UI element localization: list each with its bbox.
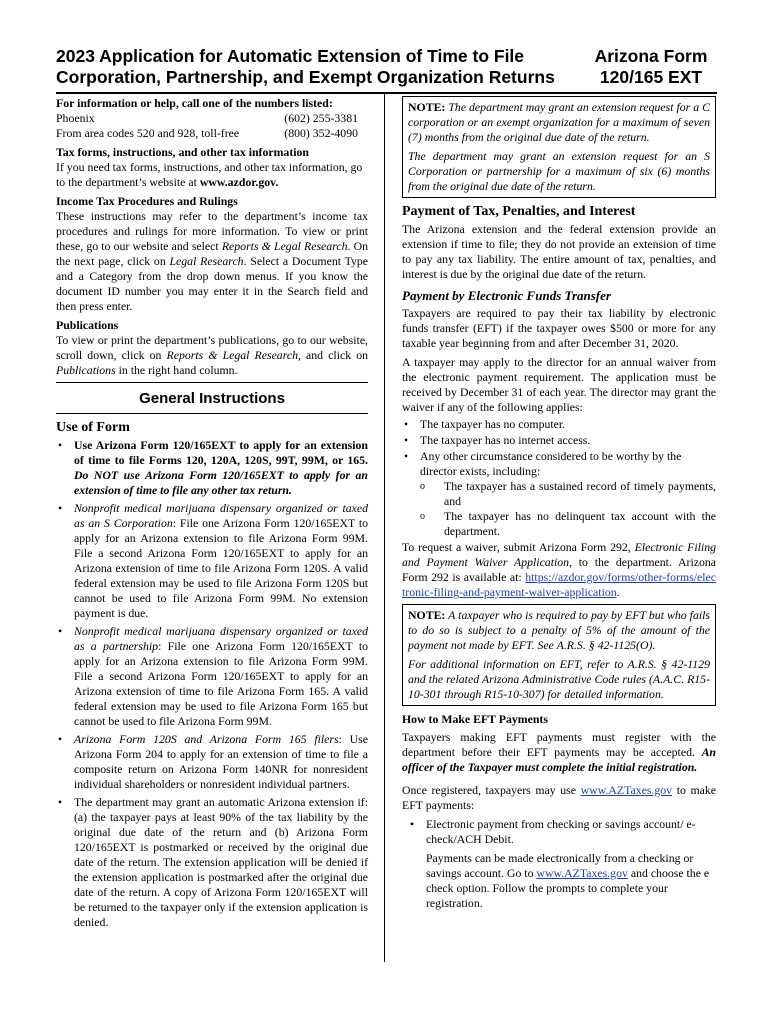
- use-of-form-heading: Use of Form: [56, 420, 130, 435]
- payment-text: The Arizona extension and the federal extension provide an extension if time to file; they do not provide an extension of time to pay any tax liability. The entire amount of tax, penalties, and interest is due by the original due date of the return.: [402, 222, 716, 281]
- aztaxes-link[interactable]: www.AZTaxes.gov: [536, 866, 628, 880]
- page-header: [56, 46, 716, 90]
- info-heading: For information or help, call one of the numbers listed:: [56, 96, 333, 110]
- info-section: [56, 96, 368, 383]
- header-rule: [56, 92, 717, 94]
- forms-text: If you need tax forms, instructions, and other tax information, go to the department’s website at www.azdor.gov.: [56, 160, 363, 189]
- how-to-paragraph-1: Taxpayers making EFT payments must register with the department before their EFT payments may be accepted. An officer of the Taxpayer must complete the initial registration.: [402, 730, 716, 774]
- how-to-heading: How to Make EFT Payments: [402, 712, 548, 726]
- note-text: The department may grant an extension request for an S Corporation or partnership for a maximum of six (6) months from the original due date of the return.: [408, 149, 710, 193]
- list-item: • Nonprofit medical marijuana dispensary organized or taxed as an S Corporation: File one Arizona Form 120/165EXT to apply for an Arizona extension to file Arizona Form 99M. File a second Arizona Form 120/165EXT to apply for an Arizona extension of time to file Arizona Form 120S. A valid federal extension may be used to file Arizona Form 120S but cannot be used to file Arizona Form 99M. No extension payment is due.: [56, 501, 368, 621]
- waiver-text: To request a waiver, submit Arizona Form 292, Electronic Filing and Payment Waiver Application, to the department. Arizona Form 292 is available at: https://azdor.gov/forms/other-forms/electronic-filing-and-payment-waiver-application.: [402, 540, 717, 599]
- sub-list: [420, 479, 716, 539]
- list-item: • Electronic payment from checking or savings account/ e-check/ACH Debit. Payments can be made electronically from a checking or savings account. Go to www.AZTaxes.gov and choose the e check option. Follow the prompts to complete your registration.: [408, 817, 716, 911]
- eft-paragraph-1: Taxpayers are required to pay their tax liability by electronic funds transfer (EFT) if the taxpayer owes $500 or more for any taxable year beginning from and after December 31, 2020.: [402, 306, 716, 350]
- note-label: NOTE:: [408, 100, 446, 114]
- phone-label: From area codes 520 and 928, toll-free: [56, 126, 240, 140]
- list-item: • Nonprofit medical marijuana dispensary organized or taxed as a partnership: File one Arizona Form 120/165EXT to apply for an Arizona extension to file Arizona Form 99M. File a second Arizona Form 120/165EXT to apply for an Arizona extension of time to file Arizona Form 165. A valid federal extension may be used to file Arizona Form 165 but cannot be used to file Arizona Form 99M.: [56, 624, 368, 729]
- general-instructions-heading: General Instructions: [56, 383, 368, 414]
- eft-paragraph-2: A taxpayer may apply to the director for an annual waiver from the electronic payment requirement. The application must be received by December 31 of each year. The director may grant the waiver if any of the following applies:: [402, 355, 716, 414]
- forms-heading: Tax forms, instructions, and other tax information: [56, 145, 309, 159]
- waiver-conditions-list: [402, 417, 716, 539]
- eft-heading: Payment by Electronic Funds Transfer: [402, 288, 611, 303]
- phone-label: Phoenix: [56, 111, 95, 125]
- note-box-eft-penalty: NOTE: A taxpayer who is required to pay by EFT but who fails to do so is subject to a penalty of 5% of the amount of the payment not made by EFT. See A.R.S. § 42-1125(O). For additional information on EFT, refer to A.R.S. § 42-1129 and the related Arizona Administrative Code rules (A.A.C. R15-10-301 through R15-10-307) for detailed information.: [402, 604, 716, 706]
- list-item: • Use Arizona Form 120/165EXT to apply for an extension of time to file Forms 120, 120A, 120S, 99T, 99M, or 165. Do NOT use Arizona Form 120/165EXT to apply for an extension of time to file any other tax return.: [56, 438, 368, 498]
- list-item: • The taxpayer has no computer.: [402, 417, 716, 432]
- list-item: • The taxpayer has no internet access.: [402, 433, 716, 448]
- payment-heading: Payment of Tax, Penalties, and Interest: [402, 204, 636, 219]
- how-to-paragraph-2: Once registered, taxpayers may use www.AZTaxes.gov to make EFT payments:: [402, 783, 717, 812]
- list-item: • The department may grant an automatic Arizona extension if: (a) the taxpayer pays at least 90% of the tax liability by the original due date of the return and (b) Arizona Form 120/165EXT is postmarked or received by the original due date of the return. The extension application will be denied if the extension application is postmarked after the original due date of the return. A copy of Arizona Form 120/165EXT will be returned to the taxpayer only if the extension application is denied.: [56, 795, 368, 930]
- sub-list-item: o The taxpayer has no delinquent tax account with the department.: [420, 509, 716, 539]
- column-divider: [384, 94, 385, 962]
- form-line-2: 120/165 EXT: [599, 67, 703, 87]
- phone-number: (602) 255-3381: [284, 111, 358, 125]
- title-line-1: 2023 Application for Automatic Extension of Time to File: [56, 46, 525, 66]
- eft-methods-list: [402, 817, 716, 911]
- list-item: • Any other circumstance considered to be worthy by the director exists, including: o The taxpayer has a sustained record of timely payments, and o The taxpayer has no delinquent tax account with the department.: [402, 449, 716, 539]
- use-of-form-list: [56, 438, 368, 930]
- note-text: For additional information on EFT, refer to A.R.S. § 42-1129 and the related Arizona Administrative Code rules (A.A.C. R15-10-301 through R15-10-307) for detailed information.: [408, 657, 710, 701]
- publications-heading: Publications: [56, 318, 119, 332]
- note-label: NOTE:: [408, 608, 446, 622]
- waiver-form-link[interactable]: https://azdor.gov/forms/other-forms/electronic-filing-and-payment-waiver-application: [402, 570, 716, 599]
- form-number: [586, 46, 716, 88]
- aztaxes-link[interactable]: www.AZTaxes.gov: [580, 783, 673, 797]
- page-title: [56, 46, 596, 88]
- phone-row-tollfree: [56, 126, 368, 141]
- list-item: • Arizona Form 120S and Arizona Form 165 filers: Use Arizona Form 204 to apply for an extension of time to file a composite return on Arizona Form 140NR for nonresident individual shareholders or nonresident individual partners.: [56, 732, 368, 792]
- website-link[interactable]: www.azdor.gov.: [199, 175, 279, 189]
- sub-list-item: o The taxpayer has a sustained record of timely payments, and: [420, 479, 716, 509]
- form-line-1: Arizona Form: [594, 46, 708, 66]
- note-box-extension: NOTE: The department may grant an extension request for a C corporation or an exempt organization for a maximum of seven (7) months from the original due date of the return. The department may grant an extension request for an S Corporation or partnership for a maximum of six (6) months from the original due date of the return.: [402, 96, 716, 198]
- left-column: [56, 96, 368, 933]
- phone-number: (800) 352-4090: [284, 126, 358, 140]
- publications-text: To view or print the department’s publications, go to our website, scroll down, click on Reports & Legal Research, and click on Publications in the right hand column.: [56, 333, 368, 377]
- procedures-text: These instructions may refer to the department’s income tax procedures and rulings for more information. To view or print these, go to our website and select Reports & Legal Research. On the next page, click on Legal Research. Select a Document Type and a Category from the drop down menus. If you know the document ID number you may enter it in the Search field and then press enter.: [56, 209, 368, 313]
- list-item-detail: Payments can be made electronically from a checking or savings account. Go to www.AZTaxes.gov and choose the e check option. Follow the prompts to complete your registration.: [426, 851, 710, 910]
- procedures-heading: Income Tax Procedures and Rulings: [56, 194, 238, 208]
- phone-row-phoenix: [56, 111, 368, 126]
- right-column: [402, 96, 716, 914]
- title-line-2: Corporation, Partnership, and Exempt Organization Returns: [56, 67, 555, 87]
